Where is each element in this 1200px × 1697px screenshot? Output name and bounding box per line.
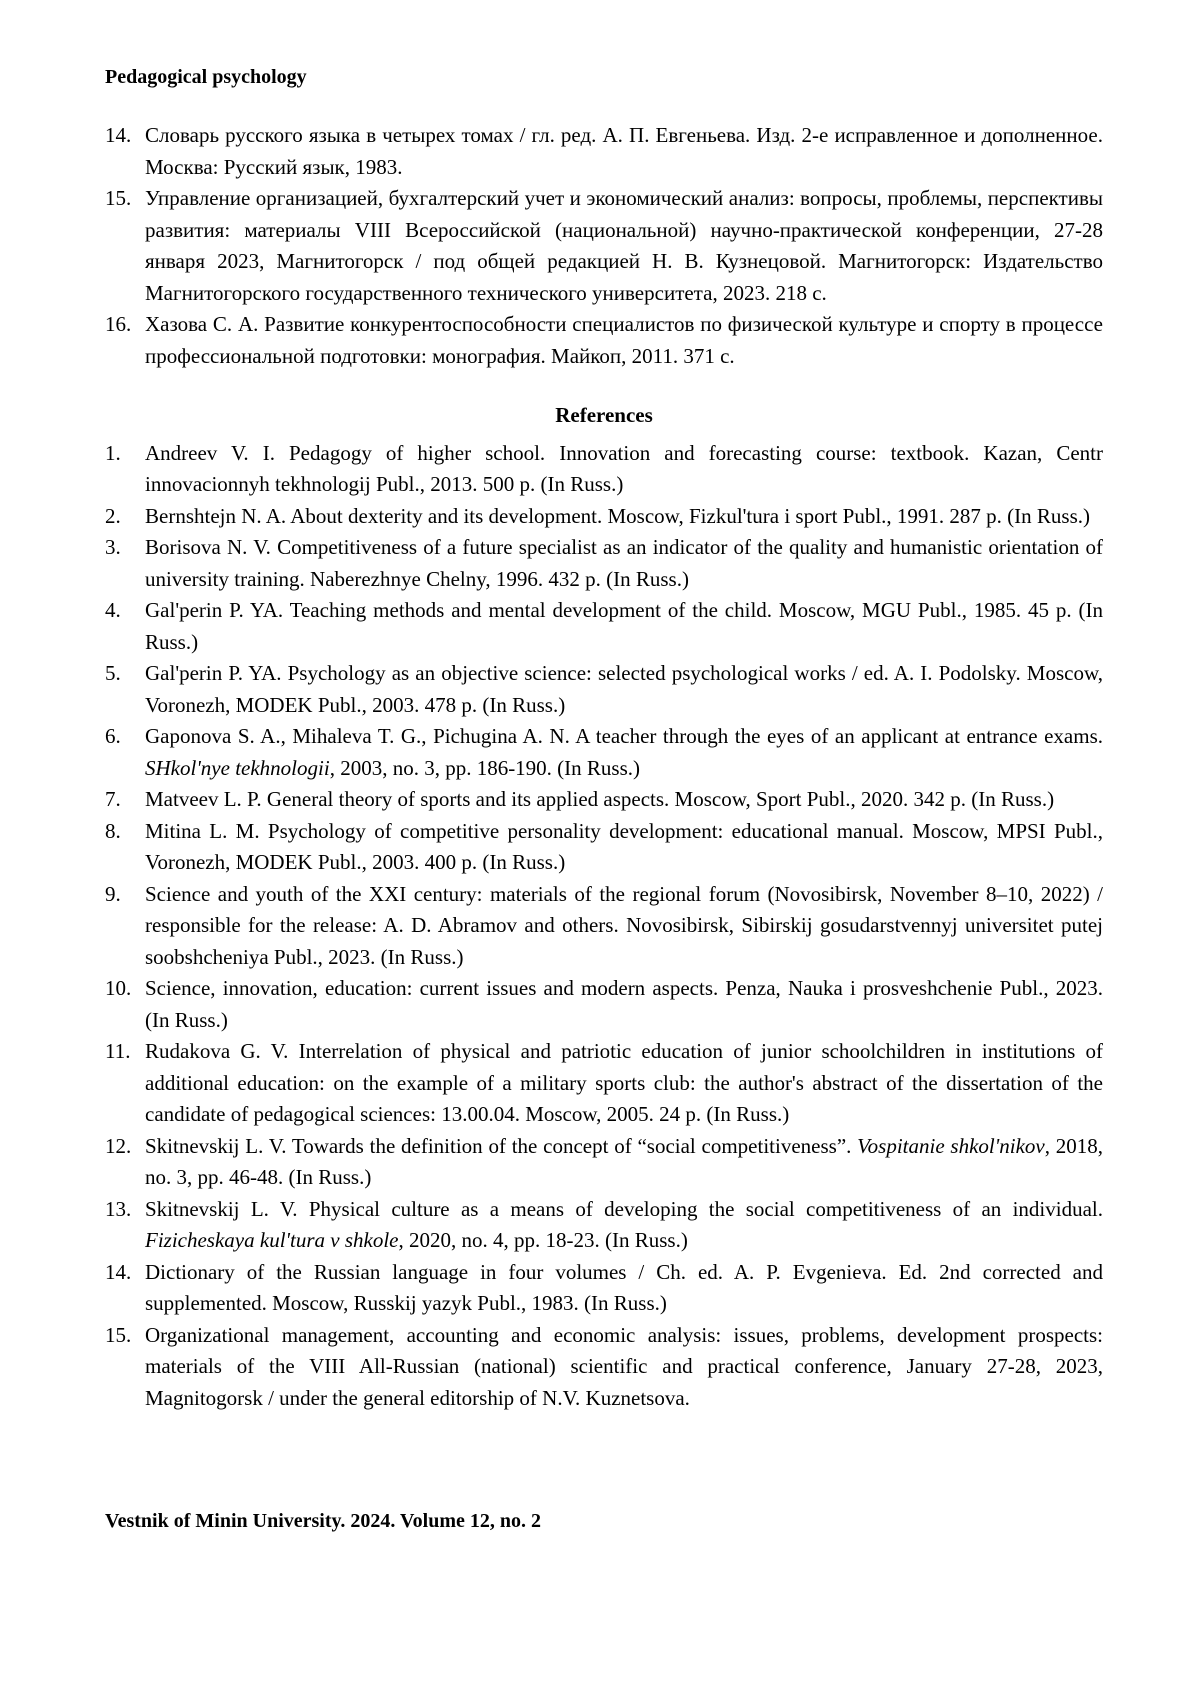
- list-item: [105, 1131, 1103, 1194]
- list-item: [105, 816, 1103, 879]
- list-item-text: Rudakova G. V. Interrelation of physical and patriotic education of junior schoolchildren in institutions of additional education: on the example of a military sports club: the author's abstract of the dissertation of the candidate of pedagogical sciences: 13.00.04. Moscow, 2005. 24 p. (In Russ.): [145, 1039, 1103, 1126]
- list-item-text: Управление организацией, бухгалтерский учет и экономический анализ: вопросы, проблемы, перспективы развития: материалы VIII Всероссийской (национальной) научно-практической конференции, 27-28 января 2023, Магнитогорск / под общей редакцией Н. В. Кузнецовой. Магнитогорск: Издательство Магнитогорского государственного технического университета, 2023. 218 с.: [145, 186, 1103, 305]
- list-item-number: 14.: [105, 1259, 132, 1284]
- list-item-text: Словарь русского языка в четырех томах / гл. ред. А. П. Евгеньева. Изд. 2-е исправленное и дополненное. Москва: Русский язык, 1983.: [145, 123, 1103, 179]
- list-item-number: 15.: [105, 1322, 132, 1347]
- list-item-number: 11.: [105, 1039, 131, 1063]
- list-item-text: Dictionary of the Russian language in four volumes / Ch. ed. A. P. Evgenieva. Ed. 2nd corrected and supplemented. Moscow, Russkij yazyk Publ., 1983. (In Russ.): [145, 1259, 1103, 1315]
- list-item-text: Skitnevskij L. V. Towards the definition of the concept of “social competitiveness”.: [145, 1133, 858, 1158]
- list-item-number: 5.: [105, 661, 121, 685]
- list-item-number: 16.: [105, 312, 132, 336]
- list-item: [105, 721, 1103, 784]
- list-item-number: 9.: [105, 881, 121, 906]
- list-item-number: 3.: [105, 535, 121, 559]
- list-item: [105, 658, 1103, 721]
- list-item-number: 8.: [105, 818, 121, 843]
- list-item-number: 14.: [105, 123, 132, 147]
- list-item-number: 6.: [105, 724, 121, 748]
- list-item-number: 1.: [105, 440, 121, 465]
- list-item: [105, 309, 1103, 372]
- list-item-number: 7.: [105, 787, 121, 811]
- list-item: [105, 879, 1103, 974]
- list-item: [105, 120, 1103, 183]
- list-item-text: Gal'perin P. YA. Psychology as an objective science: selected psychological works / ed. A. I. Podolsky. Moscow, Voronezh, MODEK Publ., 2003. 478 p. (In Russ.): [145, 661, 1103, 717]
- list-item-text-italic: SHkol'nye tekhnologii: [145, 755, 330, 780]
- list-item: [105, 532, 1103, 595]
- list-item: [105, 1320, 1103, 1415]
- list-item-number: 12.: [105, 1133, 132, 1158]
- list-item: [105, 438, 1103, 501]
- page-footer: Vestnik of Minin University. 2024. Volume 12, no. 2: [105, 1510, 541, 1532]
- list-item-number: 4.: [105, 598, 121, 622]
- list-item-text: , 2018, no. 3, pp. 46-48. (In Russ.): [145, 1133, 1103, 1189]
- list-item-text: Matveev L. P. General theory of sports and its applied aspects. Moscow, Sport Publ., 2020. 342 p. (In Russ.): [145, 787, 1055, 811]
- list-item: [105, 973, 1103, 1036]
- list-item-text: Skitnevskij L. V. Physical culture as a means of developing the social competitiveness of an individual.: [145, 1196, 1103, 1221]
- list-item: [105, 183, 1103, 309]
- list-item: [105, 784, 1103, 816]
- list-item-number: 10.: [105, 976, 132, 1000]
- list-item-number: 15.: [105, 186, 132, 210]
- list-item-text: , 2020, no. 4, pp. 18-23. (In Russ.): [398, 1228, 688, 1252]
- list-item-text: Organizational management, accounting and economic analysis: issues, problems, development prospects: materials of the VIII All-Russian (national) scientific and practical conference, January 27-28, 2023, Magnitogorsk / under the general editorship of N.V. Kuznetsova.: [145, 1322, 1103, 1410]
- english-reference-list: [105, 438, 1103, 1415]
- list-item-text: Хазова С. А. Развитие конкурентоспособности специалистов по физической культуре и спорту в процессе профессиональной подготовки: монография. Майкоп, 2011. 371 с.: [145, 312, 1103, 368]
- list-item-text-italic: Fizicheskaya kul'tura v shkole: [145, 1228, 399, 1252]
- list-item-text: , 2003, no. 3, pp. 186-190. (In Russ.): [329, 755, 641, 780]
- list-item-text: Gaponova S. A., Mihaleva T. G., Pichugina A. N. A teacher through the eyes of an applicant at entrance exams.: [145, 724, 1103, 748]
- list-item: [105, 501, 1103, 533]
- list-item-text: Andreev V. I. Pedagogy of higher school. Innovation and forecasting course: textbook. Kazan, Centr innovacionnyh tekhnologij Publ., 2013. 500 p. (In Russ.): [145, 440, 1103, 496]
- list-item-text: Science and youth of the XXI century: materials of the regional forum (Novosibirsk, November 8–10, 2022) / responsible for the release: A. D. Abramov and others. Novosibirsk, Sibirskij gosudarstvennyj universitet putej soobshcheniya Publ., 2023. (In Russ.): [145, 881, 1103, 969]
- list-item-text: Gal'perin P. YA. Teaching methods and mental development of the child. Moscow, MGU Publ., 1985. 45 p. (In Russ.): [145, 598, 1103, 654]
- list-item-number: 2.: [105, 503, 121, 528]
- list-item-text: Science, innovation, education: current issues and modern aspects. Penza, Nauka i prosveshchenie Publ., 2023. (In Russ.): [145, 976, 1103, 1032]
- list-item: [105, 1194, 1103, 1257]
- references-heading: References: [555, 403, 653, 427]
- list-item-text: Bernshtejn N. A. About dexterity and its development. Moscow, Fizkul'tura i sport Publ., 1991. 287 p. (In Russ.): [145, 503, 1091, 528]
- list-item-text: Borisova N. V. Competitiveness of a future specialist as an indicator of the quality and humanistic orientation of university training. Naberezhnye Chelny, 1996. 432 p. (In Russ.): [145, 535, 1103, 591]
- list-item-text-italic: Vospitanie shkol'nikov: [857, 1133, 1045, 1158]
- list-item: [105, 1257, 1103, 1320]
- list-item: [105, 1036, 1103, 1131]
- russian-reference-list: [105, 120, 1103, 372]
- section-header: Pedagogical psychology: [105, 66, 307, 88]
- list-item-number: 13.: [105, 1196, 132, 1221]
- list-item: [105, 595, 1103, 658]
- list-item-text: Mitina L. M. Psychology of competitive personality development: educational manual. Moscow, MPSI Publ., Voronezh, MODEK Publ., 2003. 400 p. (In Russ.): [145, 818, 1103, 874]
